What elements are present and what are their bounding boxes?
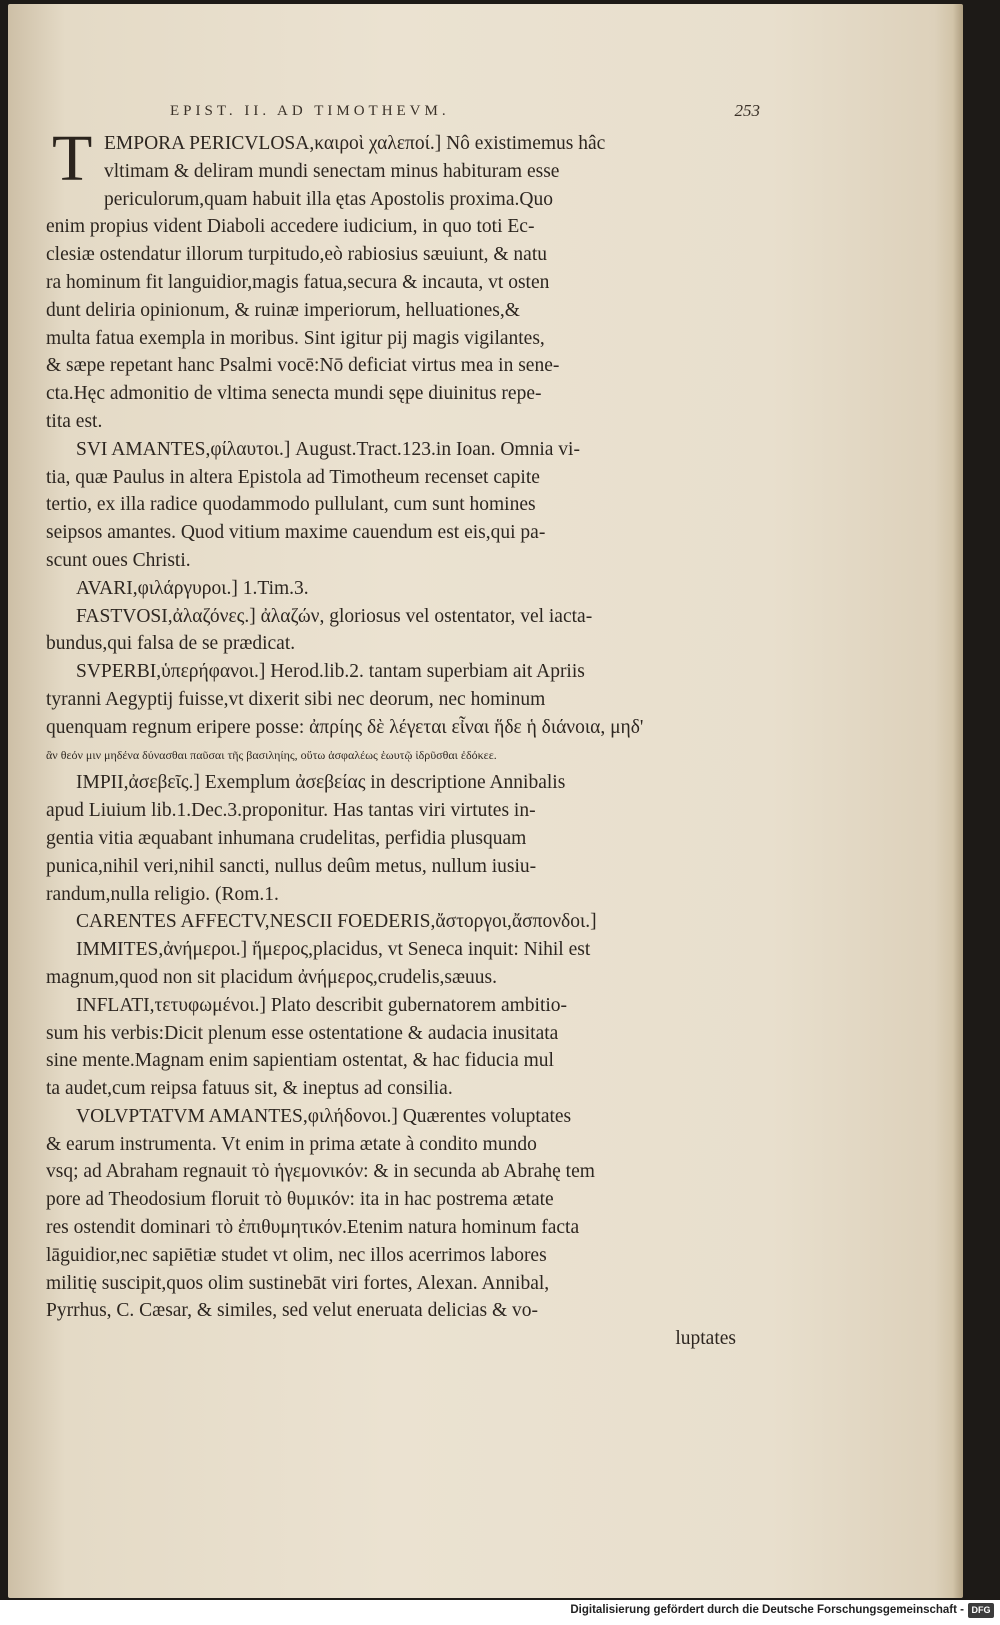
text-line: IMMITES,ἀνήμεροι.] ἥμερος,placidus, vt Seneca inquit: Nihil est — [76, 939, 591, 961]
dfg-logo: DFG — [968, 1603, 994, 1618]
text-line: ra hominum fit languidior,magis fatua,secura & incauta, vt osten — [46, 271, 550, 293]
text-line: sum his verbis:Dicit plenum esse ostentatione & audacia inusitata — [46, 1022, 559, 1044]
page-edge-shadow — [953, 4, 963, 1598]
text-line: scunt oues Christi. — [46, 549, 191, 571]
text-line: gentia vitia æquabant inhumana crudelitas, perfidia plusquam — [46, 827, 527, 849]
running-head: EPIST. II. AD TIMOTHEVM. — [170, 103, 450, 119]
text-line: cta.Hęc admonitio de vltima senecta mundi sępe diuinitus repe- — [46, 383, 542, 405]
text-line: luptates — [675, 1328, 736, 1350]
text-line: INFLATI,τετυφωμένοι.] Plato describit gubernatorem ambitio- — [76, 994, 568, 1016]
text-line: clesiæ ostendatur illorum turpitudo,eò rabiosius sæuiunt, & natu — [46, 244, 547, 266]
text-line: AVARI,φιλάργυροι.] 1.Tim.3. — [76, 577, 309, 599]
text-line: & earum instrumenta. Vt enim in prima ætate à condito mundo — [46, 1133, 537, 1155]
text-line: tyranni Aegyptij fuisse,vt dixerit sibi nec deorum, nec hominum — [46, 688, 546, 710]
drop-cap: T — [52, 122, 93, 195]
text-line: Pyrrhus, C. Cæsar, & similes, sed velut eneruata delicias & vo- — [46, 1300, 539, 1322]
text-line: multa fatua exempla in moribus. Sint igitur pij magis vigilantes, — [46, 327, 545, 349]
text-line: punica,nihil veri,nihil sancti, nullus deûm metus, nullum iusiu- — [46, 855, 537, 877]
text-line: ta audet,cum reipsa fatuus sit, & ineptus ad consilia. — [46, 1078, 453, 1100]
text-line: sine mente.Magnam enim sapientiam ostentat, & hac fiducia mul — [46, 1050, 554, 1072]
text-line: SVI AMANTES,φίλαυτοι.] August.Tract.123.in Ioan. Omnia vi- — [76, 438, 580, 460]
text-line: magnum,quod non sit placidum ἀνήμερος,crudelis,sæuus. — [46, 966, 497, 988]
text-line: EMPORA PERICVLOSA,καιροὶ χαλεποί.] Nô existimemus hâc — [104, 133, 606, 154]
text-line: militię suscipit,quos olim sustinebāt viri fortes, Alexan. Annibal, — [46, 1272, 550, 1294]
text-line: res ostendit dominari τὸ ἐπιθυμητικόν.Etenim natura hominum facta — [46, 1217, 580, 1239]
text-line: randum,nulla religio. (Rom.1. — [46, 883, 279, 905]
text-line: ἂν θεόν μιν μηδένα δύνασθαι παῦσαι τῆς βασιληίης, οὕτω ἀσφαλέως ἑωυτῷ ἱδρῦσθαι ἐδόκεε. — [46, 747, 497, 762]
text-line: quenquam regnum eripere posse: ἀπρίης δὲ λέγεται εἶναι ἥδε ἡ διάνοια, μηδ' — [46, 716, 644, 738]
text-line: dunt deliria opinionum, & ruinæ imperiorum, helluationes,& — [46, 299, 520, 321]
text-line: IMPII,ἀσεβεῖς.] Exemplum ἀσεβείας in descriptione Annibalis — [76, 772, 566, 794]
digitization-note: Digitalisierung gefördert durch die Deutsche Forschungsgemeinschaft - — [570, 1604, 964, 1616]
text-line: CARENTES AFFECTV,NESCII FOEDERIS,ἄστοργοι,ἄσπονδοι.] — [76, 911, 597, 933]
page-number: 253 — [734, 101, 760, 120]
text-line: VOLVPTATVM AMANTES,φιλήδονοι.] Quærentes voluptates — [76, 1105, 572, 1127]
text-line: tertio, ex illa radice quodammodo pullulant, cum sunt homines — [46, 494, 536, 516]
text-line: bundus,qui falsa de se prædicat. — [46, 633, 296, 655]
text-line: tita est. — [46, 410, 103, 432]
text-line: enim propius vident Diaboli accedere iudicium, in quo toti Ec- — [46, 216, 535, 238]
text-line: vltimam & deliram mundi senectam minus habituram esse — [104, 160, 560, 182]
text-line: pore ad Theodosium floruit τὸ θυμικόν: ita in hac postrema ætate — [46, 1189, 554, 1211]
text-line: & sæpe repetant hanc Psalmi vocē:Nō deficiat virtus mea in sene- — [46, 355, 560, 377]
text-line: FASTVOSI,ἀλαζόνες.] ἀλαζών, gloriosus vel ostentator, vel iacta- — [76, 605, 593, 627]
page-header — [170, 103, 760, 127]
text-line: seipsos amantes. Quod vitium maxime cauendum est eis,qui pa- — [46, 522, 546, 544]
text-line: vsq; ad Abraham regnauit τὸ ἡγεμονικόν: & in secunda ab Abrahę tem — [46, 1161, 595, 1183]
text-line: SVPERBI,ὑπερήφανοι.] Herod.lib.2. tantam superbiam ait Apriis — [76, 661, 585, 683]
text-line: periculorum,quam habuit illa ętas Apostolis proxima.Quo — [104, 188, 553, 210]
text-line: tia, quæ Paulus in altera Epistola ad Timotheum recenset capite — [46, 466, 540, 488]
body-text — [46, 130, 736, 1353]
text-line: lāguidior,nec sapiētiæ studet vt olim, nec illos acerrimos labores — [46, 1244, 547, 1266]
text-line: apud Liuium lib.1.Dec.3.proponitur. Has tantas viri virtutes in- — [46, 800, 536, 822]
